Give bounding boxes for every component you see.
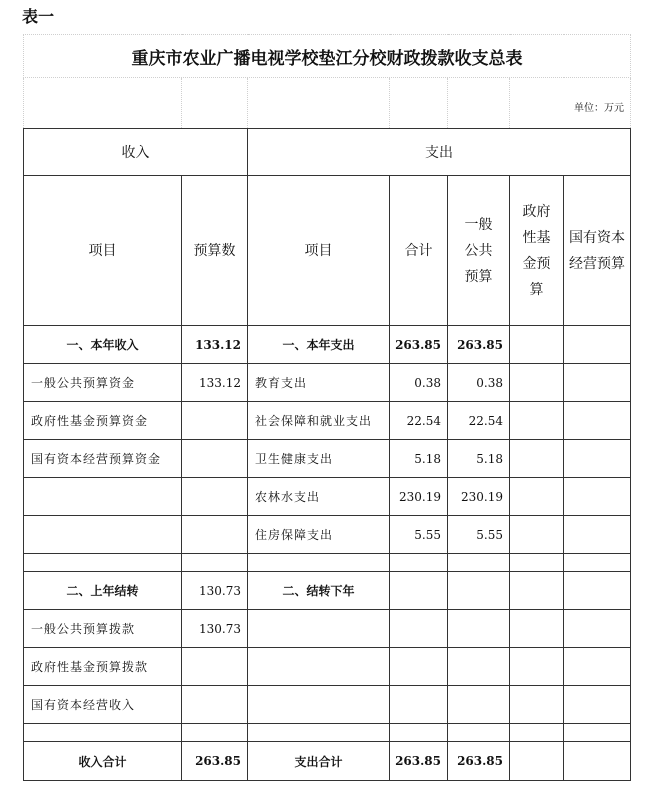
table-row: 政府性基金预算资金 社会保障和就业支出 22.54 22.54 <box>24 402 631 440</box>
totals-row <box>24 742 631 781</box>
expense-header: 支出 <box>248 129 631 176</box>
table-row: 国有资本经营预算资金 卫生健康支出 5.18 5.18 <box>24 440 631 478</box>
table-row: 一般公共预算拨款 130.73 <box>24 610 631 648</box>
income-header: 收入 <box>24 129 248 176</box>
section-current-year <box>24 326 631 572</box>
state-capital-header: 国有资本经营预算 <box>564 176 631 326</box>
general-budget-header: 一般公共预算 <box>448 176 510 326</box>
income-total-value: 263.85 <box>182 742 248 781</box>
spacer-row <box>24 724 631 742</box>
income-item-header: 项目 <box>24 176 182 326</box>
income-total-label: 收入合计 <box>24 742 182 781</box>
table-row: 政府性基金预算拨款 <box>24 648 631 686</box>
expense-total-label: 支出合计 <box>248 742 390 781</box>
table-row: 农林水支出 230.19 230.19 <box>24 478 631 516</box>
table-row: 住房保障支出 5.55 5.55 <box>24 516 631 554</box>
expense-total-header: 合计 <box>390 176 448 326</box>
fund-budget-header: 政府性基金预算 <box>510 176 564 326</box>
expense-item-header: 项目 <box>248 176 390 326</box>
finance-summary-table <box>23 34 631 781</box>
table-row: 一、本年收入 133.12 一、本年支出 263.85 263.85 <box>24 326 631 364</box>
expense-general-total: 263.85 <box>448 742 510 781</box>
table-title: 重庆市农业广播电视学校垫江分校财政拨款收支总表 <box>24 35 631 78</box>
spacer-row <box>24 554 631 572</box>
section-prior-year <box>24 572 631 742</box>
unit-label: 单位：万元 <box>510 78 631 129</box>
table-row: 一般公共预算资金 133.12 教育支出 0.38 0.38 <box>24 364 631 402</box>
table-row: 国有资本经营收入 <box>24 686 631 724</box>
table-caption: 表一 <box>22 7 55 26</box>
table-row: 二、上年结转 130.73 二、结转下年 <box>24 572 631 610</box>
income-budget-header: 预算数 <box>182 176 248 326</box>
expense-total-value: 263.85 <box>390 742 448 781</box>
